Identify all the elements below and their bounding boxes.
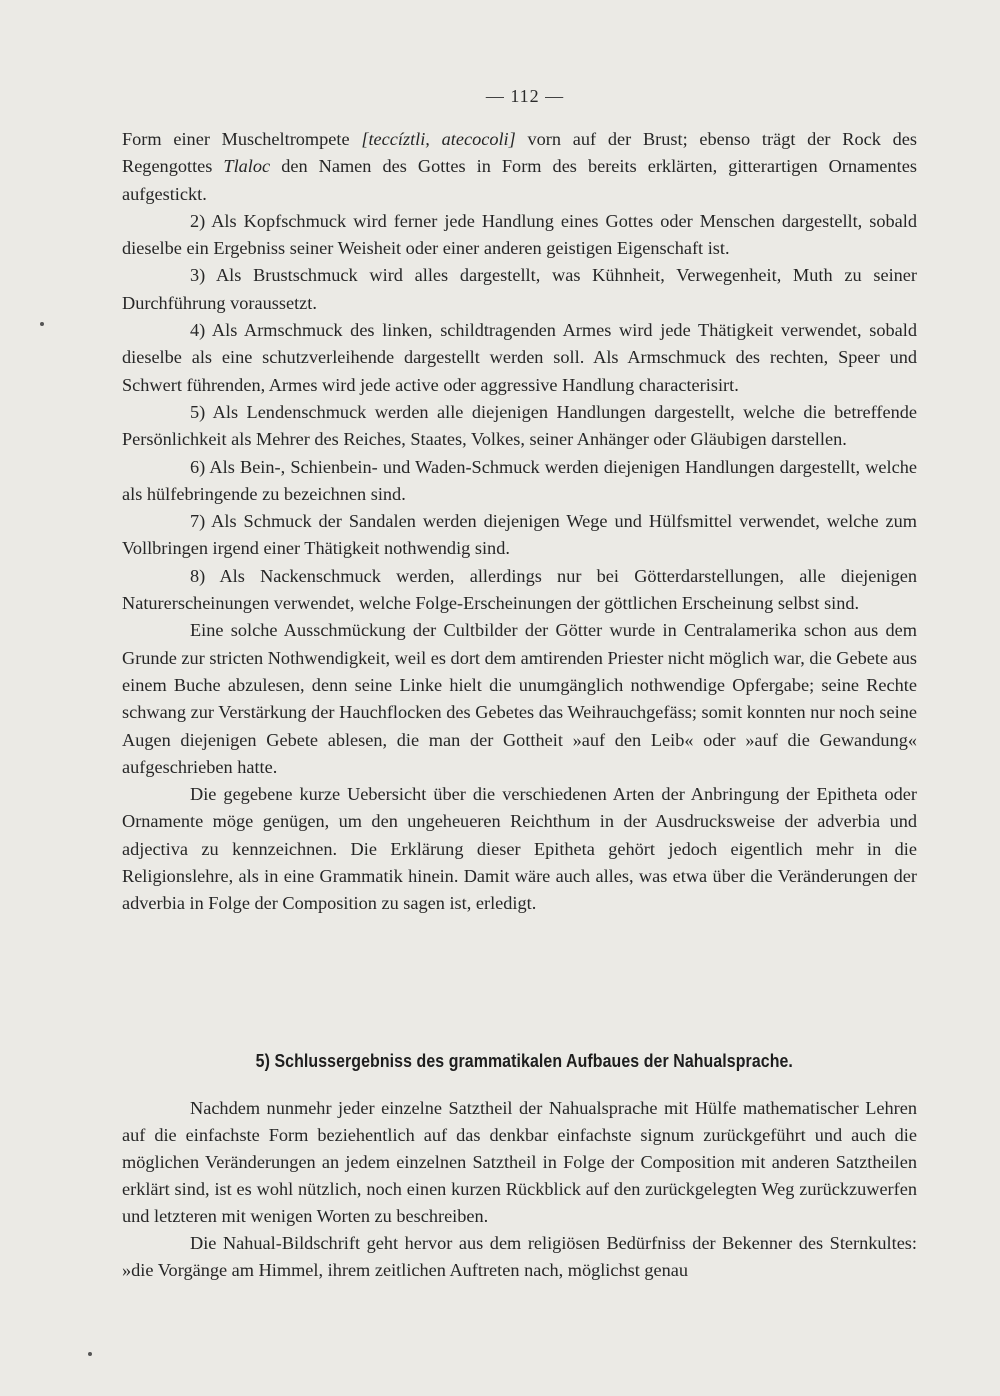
text-run: vorn auf der Brust; ebenso trägt der Rock des Regengottes bbox=[122, 129, 917, 177]
paper-speck bbox=[88, 1352, 92, 1356]
paragraph-ausschmueckung: Eine solche Ausschmückung der Cultbilder der Götter wurde in Centralamerika schon aus dem Grunde zur stricten Nothwendigkeit, weil es dort dem amtirenden Priester nicht möglich war, die Gebete aus einem Buche abzulesen, denn seine Linke hielt die unumgänglich nothwendige Opfergabe; seine Rechte schwang zur Verstärkung der Hauchflocken des Gebetes das Weihrauchgefäss; somit konnten nur noch seine Augen diejenigen Gebete ablesen, die man der Gottheit »auf den Leib« oder »auf die Gewandung« aufgeschrieben hatte. bbox=[122, 620, 917, 777]
paragraph-beinschmuck: 6) Als Bein-, Schienbein- und Waden-Schmuck werden diejenigen Handlungen dargestellt, welche als hülfebringende zu bezeichnen sind. bbox=[122, 456, 917, 504]
italic-term: Tlaloc bbox=[223, 156, 271, 177]
section-text-block bbox=[122, 1095, 917, 1284]
page-number: — 112 — bbox=[485, 86, 565, 106]
paragraph-kopfschmuck: 2) Als Kopfschmuck wird ferner jede Handlung eines Gottes oder Menschen dargestellt, sobald dieselbe ein Ergebniss seiner Weisheit oder einer anderen geistigen Eigenschaft ist. bbox=[122, 210, 917, 259]
paper-speck bbox=[40, 322, 44, 326]
paragraph-nachdem: Nachdem nunmehr jeder einzelne Satztheil der Nahualsprache mit Hülfe mathematischer Lehren auf die einfachste Form beziehentlich auf das denkbar einfachste signum zurückgeführt und auch die möglichen Veränderungen an jedem einzelnen Satztheil in Folge der Composition mit anderen Satztheilen erklärt sind, ist es wohl nützlich, noch einen kurzen Rückblick auf den zurückgelegten Weg zurückzuwerfen und letzteren mit wenigen Worten zu beschreiben. bbox=[122, 1098, 917, 1226]
paragraph-armschmuck: 4) Als Armschmuck des linken, schildtragenden Armes wird jede Thätigkeit verwendet, sobald dieselbe als eine schutzverleihende dargestellt werden soll. Als Armschmuck des rechten, Speer und Schwert führenden, Armes wird jede active oder aggressive Handlung characterisirt. bbox=[122, 320, 917, 395]
continuation-paragraph bbox=[122, 126, 917, 208]
paragraph-brustschmuck: 3) Als Brustschmuck wird alles dargestellt, was Kühnheit, Verwegenheit, Muth zu seiner Durchführung voraussetzt. bbox=[122, 265, 917, 313]
paragraph-nackenschmuck: 8) Als Nackenschmuck werden, allerdings nur bei Götterdarstellungen, alle diejenigen Naturerscheinungen verwendet, welche Folge-Erscheinungen der göttlichen Erscheinung selbst sind. bbox=[122, 565, 917, 614]
text-run: den Namen des Gottes in Form des bereits erklärten, gitterartigen Ornamentes aufgestickt. bbox=[122, 156, 917, 204]
main-text-block bbox=[122, 126, 917, 918]
paragraph-sandalen: 7) Als Schmuck der Sandalen werden diejenigen Wege und Hülfsmittel verwendet, welche zum Vollbringen irgend einer Thätigkeit nothwendig sind. bbox=[122, 511, 917, 559]
paragraph-bildschrift: Die Nahual-Bildschrift geht hervor aus dem religiösen Bedürfniss der Bekenner des Sternkultes: »die Vorgänge am Himmel, ihrem zeitlichen Auftreten nach, möglichst genau bbox=[122, 1233, 917, 1280]
paragraph-uebersicht: Die gegebene kurze Uebersicht über die verschiedenen Arten der Anbringung der Epitheta oder Ornamente möge genügen, um den ungeheueren Reichthum in der Ausdrucksweise der adverbia und adjectiva zu kennzeichnen. Die Erklärung dieser Epitheta gehört jedoch eigentlich mehr in die Religionslehre, als in eine Grammatik hinein. Damit wäre auch alles, was etwa über die Veränderungen der adverbia in Folge der Composition zu sagen ist, erledigt. bbox=[122, 784, 917, 914]
text-run: Form einer Muscheltrompete bbox=[122, 129, 362, 149]
italic-term: [teccíztli, atecocoli] bbox=[361, 129, 516, 149]
paragraph-lendenschmuck: 5) Als Lendenschmuck werden alle diejenigen Handlungen dargestellt, welche die betreffende Persönlichkeit als Mehrer des Reiches, Staates, Volkes, seiner Anhänger oder Gläubigen darstellen. bbox=[122, 401, 917, 450]
section-heading: 5) Schlussergebniss des grammatikalen Aufbaues der Nahualsprache. bbox=[255, 1050, 793, 1071]
